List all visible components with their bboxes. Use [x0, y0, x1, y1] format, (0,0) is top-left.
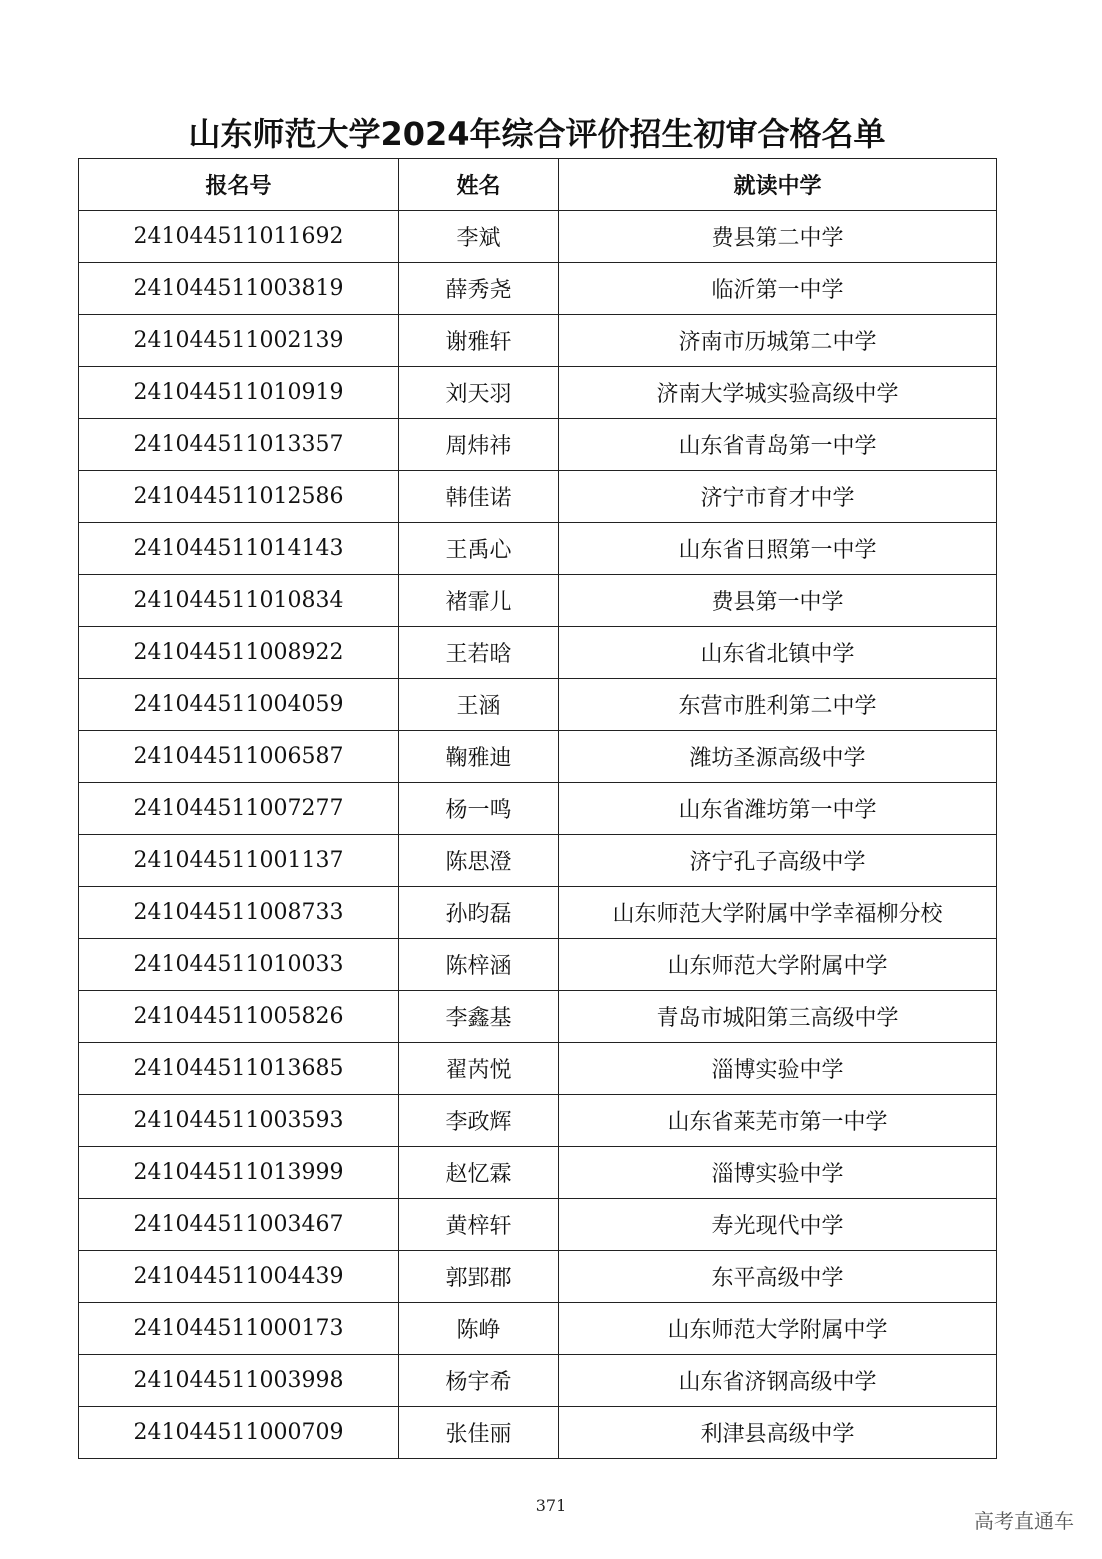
name-cell: 刘天羽: [399, 367, 559, 419]
registration-number-cell: 241044511012586: [79, 471, 399, 523]
name-cell: 孙昀磊: [399, 887, 559, 939]
school-cell: 费县第一中学: [559, 575, 997, 627]
registration-number-cell: 241044511003593: [79, 1095, 399, 1147]
registration-number-cell: 241044511008733: [79, 887, 399, 939]
table-row: [79, 939, 997, 991]
name-cell: 周炜祎: [399, 419, 559, 471]
name-cell: 郭郢郡: [399, 1251, 559, 1303]
name-cell: 陈梓涵: [399, 939, 559, 991]
page-number: 371: [535, 1496, 567, 1515]
name-cell: 陈思澄: [399, 835, 559, 887]
name-cell: 翟芮悦: [399, 1043, 559, 1095]
table-row: [79, 679, 997, 731]
school-cell: 费县第二中学: [559, 211, 997, 263]
name-cell: 杨宇希: [399, 1355, 559, 1407]
name-cell: 李斌: [399, 211, 559, 263]
registration-number-cell: 241044511013999: [79, 1147, 399, 1199]
registration-number-cell: 241044511007277: [79, 783, 399, 835]
table-row: [79, 471, 997, 523]
school-cell: 山东省青岛第一中学: [559, 419, 997, 471]
name-cell: 张佳丽: [399, 1407, 559, 1459]
name-cell: 杨一鸣: [399, 783, 559, 835]
registration-number-cell: 241044511003998: [79, 1355, 399, 1407]
table-row: [79, 263, 997, 315]
school-cell: 山东省济钢高级中学: [559, 1355, 997, 1407]
name-cell: 褚霏儿: [399, 575, 559, 627]
school-cell: 济南市历城第二中学: [559, 315, 997, 367]
name-cell: 鞠雅迪: [399, 731, 559, 783]
school-cell: 济宁孔子高级中学: [559, 835, 997, 887]
admission-list-table: [78, 158, 997, 1459]
school-cell: 淄博实验中学: [559, 1043, 997, 1095]
table-row: [79, 1095, 997, 1147]
school-cell: 山东师范大学附属中学幸福柳分校: [559, 887, 997, 939]
registration-number-cell: 241044511013357: [79, 419, 399, 471]
page-title: 山东师范大学2024年综合评价招生初审合格名单: [188, 115, 886, 153]
name-cell: 陈峥: [399, 1303, 559, 1355]
table-row: [79, 211, 997, 263]
header-name: 姓名: [399, 159, 559, 211]
registration-number-cell: 241044511002139: [79, 315, 399, 367]
registration-number-cell: 241044511014143: [79, 523, 399, 575]
name-cell: 薛秀尧: [399, 263, 559, 315]
table-row: [79, 731, 997, 783]
table-row: [79, 1407, 997, 1459]
registration-number-cell: 241044511013685: [79, 1043, 399, 1095]
table-row: [79, 1147, 997, 1199]
name-cell: 王禹心: [399, 523, 559, 575]
registration-number-cell: 241044511003819: [79, 263, 399, 315]
registration-number-cell: 241044511010919: [79, 367, 399, 419]
school-cell: 山东师范大学附属中学: [559, 939, 997, 991]
registration-number-cell: 241044511004059: [79, 679, 399, 731]
registration-number-cell: 241044511001137: [79, 835, 399, 887]
table-row: [79, 1251, 997, 1303]
table-row: [79, 1303, 997, 1355]
school-cell: 临沂第一中学: [559, 263, 997, 315]
school-cell: 潍坊圣源高级中学: [559, 731, 997, 783]
school-cell: 山东省潍坊第一中学: [559, 783, 997, 835]
table-row: [79, 523, 997, 575]
school-cell: 山东省莱芜市第一中学: [559, 1095, 997, 1147]
school-cell: 山东省北镇中学: [559, 627, 997, 679]
registration-number-cell: 241044511008922: [79, 627, 399, 679]
school-cell: 寿光现代中学: [559, 1199, 997, 1251]
watermark-text: 高考直通车: [974, 1509, 1074, 1533]
registration-number-cell: 241044511010033: [79, 939, 399, 991]
name-cell: 黄梓轩: [399, 1199, 559, 1251]
table-row: [79, 315, 997, 367]
table-row: [79, 1199, 997, 1251]
registration-number-cell: 241044511005826: [79, 991, 399, 1043]
name-cell: 王涵: [399, 679, 559, 731]
table-row: [79, 575, 997, 627]
school-cell: 淄博实验中学: [559, 1147, 997, 1199]
header-registration-number: 报名号: [79, 159, 399, 211]
school-cell: 山东省日照第一中学: [559, 523, 997, 575]
registration-number-cell: 241044511006587: [79, 731, 399, 783]
table-row: [79, 367, 997, 419]
school-cell: 山东师范大学附属中学: [559, 1303, 997, 1355]
name-cell: 李鑫基: [399, 991, 559, 1043]
table-row: [79, 1355, 997, 1407]
school-cell: 东平高级中学: [559, 1251, 997, 1303]
school-cell: 利津县高级中学: [559, 1407, 997, 1459]
registration-number-cell: 241044511000173: [79, 1303, 399, 1355]
table-row: [79, 835, 997, 887]
table-row: [79, 783, 997, 835]
table-header-row: [79, 159, 997, 211]
name-cell: 王若晗: [399, 627, 559, 679]
registration-number-cell: 241044511003467: [79, 1199, 399, 1251]
name-cell: 韩佳诺: [399, 471, 559, 523]
name-cell: 李政辉: [399, 1095, 559, 1147]
table-row: [79, 419, 997, 471]
school-cell: 青岛市城阳第三高级中学: [559, 991, 997, 1043]
header-school: 就读中学: [559, 159, 997, 211]
table-row: [79, 887, 997, 939]
registration-number-cell: 241044511010834: [79, 575, 399, 627]
registration-number-cell: 241044511004439: [79, 1251, 399, 1303]
school-cell: 济宁市育才中学: [559, 471, 997, 523]
table-row: [79, 991, 997, 1043]
school-cell: 济南大学城实验高级中学: [559, 367, 997, 419]
registration-number-cell: 241044511011692: [79, 211, 399, 263]
table-row: [79, 627, 997, 679]
name-cell: 赵忆霖: [399, 1147, 559, 1199]
table-row: [79, 1043, 997, 1095]
school-cell: 东营市胜利第二中学: [559, 679, 997, 731]
name-cell: 谢雅轩: [399, 315, 559, 367]
registration-number-cell: 241044511000709: [79, 1407, 399, 1459]
